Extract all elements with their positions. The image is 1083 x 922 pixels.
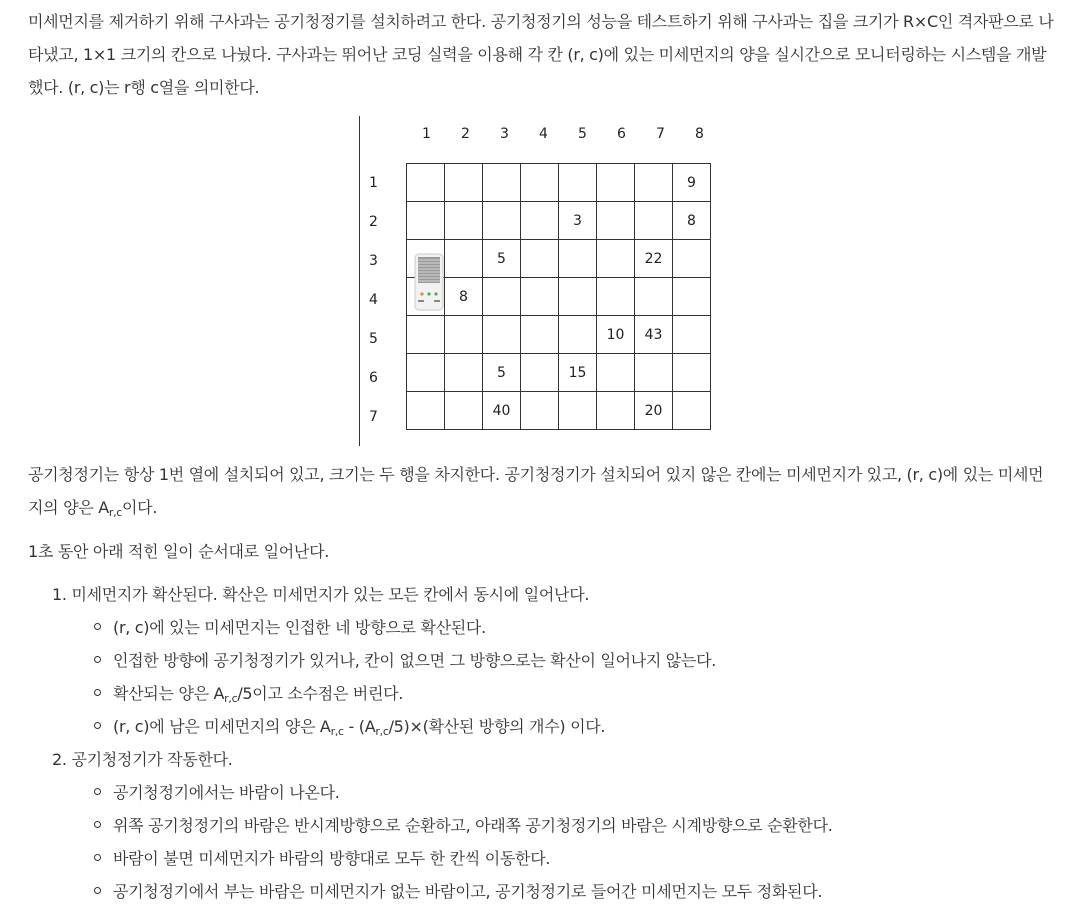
list-item-text: 확산되는 양은 A [113, 684, 225, 703]
grid-cell [445, 240, 483, 278]
grid-cell [673, 392, 711, 430]
grid-cell [635, 278, 673, 316]
list-item [94, 875, 822, 908]
grid-cell: 22 [635, 240, 673, 278]
grid-cell [635, 202, 673, 240]
bullet-icon [94, 854, 101, 861]
grid-cell [521, 354, 559, 392]
bullet-icon [94, 821, 101, 828]
row-header: 4 [369, 292, 378, 308]
col-header: 4 [539, 126, 548, 142]
col-header: 6 [617, 126, 626, 142]
list-item-text: - (A [343, 717, 376, 736]
intro-paragraph: 미세먼지를 제거하기 위해 구사과는 공기청정기를 설치하려고 한다. 공기청정기의 성능을 테스트하기 위해 구사과는 집을 크기가 R×C인 격자판으로 나타냈고, 1×1 크기의 칸으로 나눴다. 구사과는 뛰어난 코딩 실력을 이용해 각 칸 (r, c)에 있는 미세먼지의 양을 실시간으로 모니터링하는 시스템을 개발했다. (r, c)는 r행 c열을 의미한다. [28, 12, 1054, 97]
row-header: 2 [369, 214, 378, 230]
grid-cell: 40 [483, 392, 521, 430]
purifier-paragraph-text: 공기청정기는 항상 1번 열에 설치되어 있고, 크기는 두 행을 차지한다. 공기청정기가 설치되어 있지 않은 칸에는 미세먼지가 있고, (r, c)에 있는 미세먼지의 양은 A [28, 465, 1044, 517]
grid-row [407, 316, 711, 354]
grid-cell [673, 240, 711, 278]
grid-cell: 8 [673, 202, 711, 240]
col-header: 8 [695, 126, 704, 142]
grid-row [407, 354, 711, 392]
subscript: r,c [375, 725, 389, 738]
grid-cell [597, 164, 635, 202]
list-item-text: 공기청정기에서는 바람이 나온다. [113, 783, 340, 802]
grid-cell [445, 392, 483, 430]
grid-cell [445, 354, 483, 392]
steps-intro: 1초 동안 아래 적힌 일이 순서대로 일어난다. [28, 542, 330, 561]
grid-cell: 10 [597, 316, 635, 354]
list-item-text: 인접한 방향에 공기청정기가 있거나, 칸이 없으면 그 방향으로는 확산이 일어나지 않는다. [113, 651, 717, 670]
grid-cell [597, 354, 635, 392]
subscript: r,c [224, 692, 238, 705]
grid-figure [359, 116, 729, 446]
grid-row [407, 278, 711, 316]
subscript: r,c [330, 725, 344, 738]
grid-cell [445, 316, 483, 354]
list-item [94, 677, 403, 710]
grid-cell: 3 [559, 202, 597, 240]
grid-cell [521, 202, 559, 240]
list-item [94, 611, 486, 644]
grid-cell [635, 354, 673, 392]
grid-cell [521, 278, 559, 316]
grid-cell [559, 316, 597, 354]
grid-cell [597, 392, 635, 430]
grid-cell: 43 [635, 316, 673, 354]
row-header: 5 [369, 331, 378, 347]
grid-row [407, 164, 711, 202]
col-header: 5 [578, 126, 587, 142]
step-2-label: 2. 공기청정기가 작동한다. [52, 750, 233, 769]
list-item-text: (r, c)에 있는 미세먼지는 인접한 네 방향으로 확산된다. [113, 618, 486, 637]
bullet-icon [94, 623, 101, 630]
list-item [94, 842, 550, 875]
grid-row [407, 240, 711, 278]
list-item [94, 710, 605, 743]
grid-cell [521, 392, 559, 430]
list-item-text: (r, c)에 남은 미세먼지의 양은 A [113, 717, 331, 736]
grid-cell [521, 164, 559, 202]
air-purifier-icon [412, 253, 446, 311]
grid-cell [673, 278, 711, 316]
grid-cell [483, 202, 521, 240]
grid-cell [483, 278, 521, 316]
grid-cell [483, 164, 521, 202]
subscript: r,c [108, 506, 123, 519]
grid-cell [445, 202, 483, 240]
bullet-icon [94, 788, 101, 795]
bullet-icon [94, 887, 101, 894]
grid-cell: 5 [483, 354, 521, 392]
list-item-text: /5이고 소수점은 버린다. [237, 684, 404, 703]
grid-cell [559, 164, 597, 202]
list-item [94, 776, 340, 809]
grid-cell [407, 316, 445, 354]
grid-cell [559, 278, 597, 316]
row-header: 1 [369, 175, 378, 191]
grid-cell [597, 240, 635, 278]
grid-cell [521, 240, 559, 278]
grid-row [407, 392, 711, 430]
grid-row [407, 202, 711, 240]
figure-divider [359, 116, 360, 446]
list-item-text: 위쪽 공기청정기의 바람은 반시계방향으로 순환하고, 아래쪽 공기청정기의 바람은 시계방향으로 순환한다. [113, 816, 833, 835]
step-1-label: 1. 미세먼지가 확산된다. 확산은 미세먼지가 있는 모든 칸에서 동시에 일어난다. [52, 585, 590, 604]
grid-cell: 20 [635, 392, 673, 430]
grid-cell [407, 392, 445, 430]
dust-grid [406, 163, 711, 430]
grid-cell [635, 164, 673, 202]
grid-cell [407, 202, 445, 240]
list-item-text: /5)×(확산된 방향의 개수) 이다. [388, 717, 606, 736]
row-header: 3 [369, 253, 378, 269]
grid-cell [445, 164, 483, 202]
col-header: 7 [656, 126, 665, 142]
list-item-text: 바람이 불면 미세먼지가 바람의 방향대로 모두 한 칸씩 이동한다. [113, 849, 551, 868]
list-item-text: 공기청정기에서 부는 바람은 미세먼지가 없는 바람이고, 공기청정기로 들어간 미세먼지는 모두 정화된다. [113, 882, 823, 901]
purifier-paragraph [28, 458, 1058, 524]
row-header: 6 [369, 370, 378, 386]
grid-cell [597, 202, 635, 240]
list-item [94, 809, 833, 842]
grid-cell: 8 [445, 278, 483, 316]
grid-cell: 15 [559, 354, 597, 392]
bullet-icon [94, 656, 101, 663]
grid-cell [597, 278, 635, 316]
grid-cell [407, 354, 445, 392]
bullet-icon [94, 689, 101, 696]
bullet-icon [94, 722, 101, 729]
grid-cell [559, 392, 597, 430]
col-header: 2 [461, 126, 470, 142]
purifier-paragraph-tail: 이다. [122, 498, 158, 517]
grid-cell: 9 [673, 164, 711, 202]
grid-cell: 5 [483, 240, 521, 278]
row-header: 7 [369, 409, 378, 425]
grid-cell [407, 164, 445, 202]
grid-cell [673, 316, 711, 354]
grid-cell [673, 354, 711, 392]
grid-cell [521, 316, 559, 354]
list-item [94, 644, 716, 677]
col-header: 3 [500, 126, 509, 142]
grid-cell [559, 240, 597, 278]
col-header: 1 [422, 126, 431, 142]
grid-cell [483, 316, 521, 354]
